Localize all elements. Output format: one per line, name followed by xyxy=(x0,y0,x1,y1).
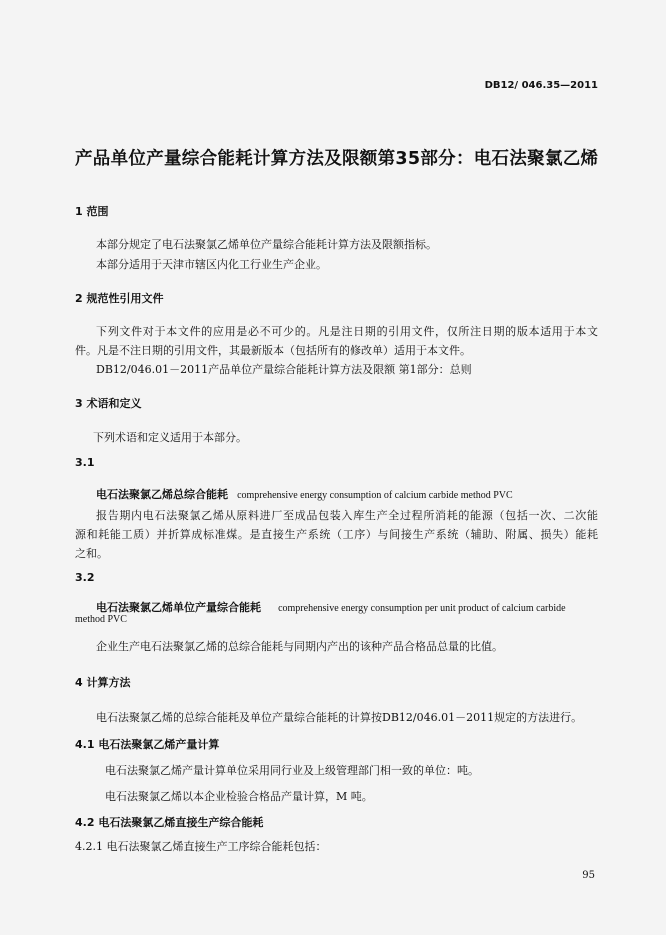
section-3-paragraph: 下列术语和定义适用于本部分。 xyxy=(93,431,247,444)
normative-reference: DB12/046.01－2011产品单位产量综合能耗计算方法及限额 第1部分：总则 xyxy=(96,363,472,376)
standard-code: DB12/ 046.35—2011 xyxy=(484,80,598,91)
term-3-1-chinese: 电石法聚氯乙烯总综合能耗 xyxy=(96,488,228,501)
clause-3-2-number: 3.2 xyxy=(75,571,95,584)
section-3-heading: 3 术语和定义 xyxy=(75,397,142,410)
section-1-paragraph-1: 本部分规定了电石法聚氯乙烯单位产量综合能耗计算方法及限额指标。 xyxy=(96,238,437,251)
definition-3-1-line-1: 报告期内电石法聚氯乙烯从原料进厂至成品包装入库生产全过程所消耗的能源（包括一次、二次能 xyxy=(96,509,598,522)
term-3-1 xyxy=(96,483,513,502)
clause-4-2-heading: 4.2 电石法聚氯乙烯直接生产综合能耗 xyxy=(75,816,264,829)
definition-3-1-line-2: 源和耗能工质）并折算成标准煤。是直接生产系统（工序）与间接生产系统（辅助、附属、损失）能耗 xyxy=(75,528,598,541)
definition-3-1-line-3: 之和。 xyxy=(75,547,108,560)
clause-3-1-number: 3.1 xyxy=(75,456,95,469)
section-2-paragraph-1-line-1: 下列文件对于本文件的应用是必不可少的。凡是注日期的引用文件，仅所注日期的版本适用于本文 xyxy=(96,325,598,338)
term-3-2 xyxy=(96,596,566,615)
clause-4-1-paragraph-2: 电石法聚氯乙烯以本企业检验合格品产量计算，M 吨。 xyxy=(105,790,373,803)
clause-4-1-heading: 4.1 电石法聚氯乙烯产量计算 xyxy=(75,738,220,751)
document-title: 产品单位产量综合能耗计算方法及限额第35部分：电石法聚氯乙烯 xyxy=(75,149,599,169)
clause-4-1-paragraph-1: 电石法聚氯乙烯产量计算单位采用同行业及上级管理部门相一致的单位：吨。 xyxy=(105,764,479,777)
definition-3-2: 企业生产电石法聚氯乙烯的总综合能耗与同期内产出的该种产品合格品总量的比值。 xyxy=(96,640,503,653)
page-number: 95 xyxy=(582,870,595,881)
section-2-paragraph-1-line-2: 件。凡是不注日期的引用文件，其最新版本（包括所有的修改单）适用于本文件。 xyxy=(75,344,471,357)
term-3-2-chinese: 电石法聚氯乙烯单位产量综合能耗 xyxy=(96,601,261,614)
section-1-heading: 1 范围 xyxy=(75,205,109,218)
section-2-heading: 2 规范性引用文件 xyxy=(75,292,164,305)
term-3-2-english-line-1: comprehensive energy consumption per unit product of calcium carbide xyxy=(278,603,566,614)
term-3-2-english-line-2: method PVC xyxy=(75,614,127,625)
term-3-1-english: comprehensive energy consumption of calcium carbide method PVC xyxy=(237,490,513,501)
section-4-heading: 4 计算方法 xyxy=(75,676,131,689)
section-1-paragraph-2: 本部分适用于天津市辖区内化工行业生产企业。 xyxy=(96,258,327,271)
section-4-paragraph: 电石法聚氯乙烯的总综合能耗及单位产量综合能耗的计算按DB12/046.01－2011规定的方法进行。 xyxy=(96,711,583,724)
clause-4-2-1: 4.2.1 电石法聚氯乙烯直接生产工序综合能耗包括： xyxy=(75,840,327,853)
